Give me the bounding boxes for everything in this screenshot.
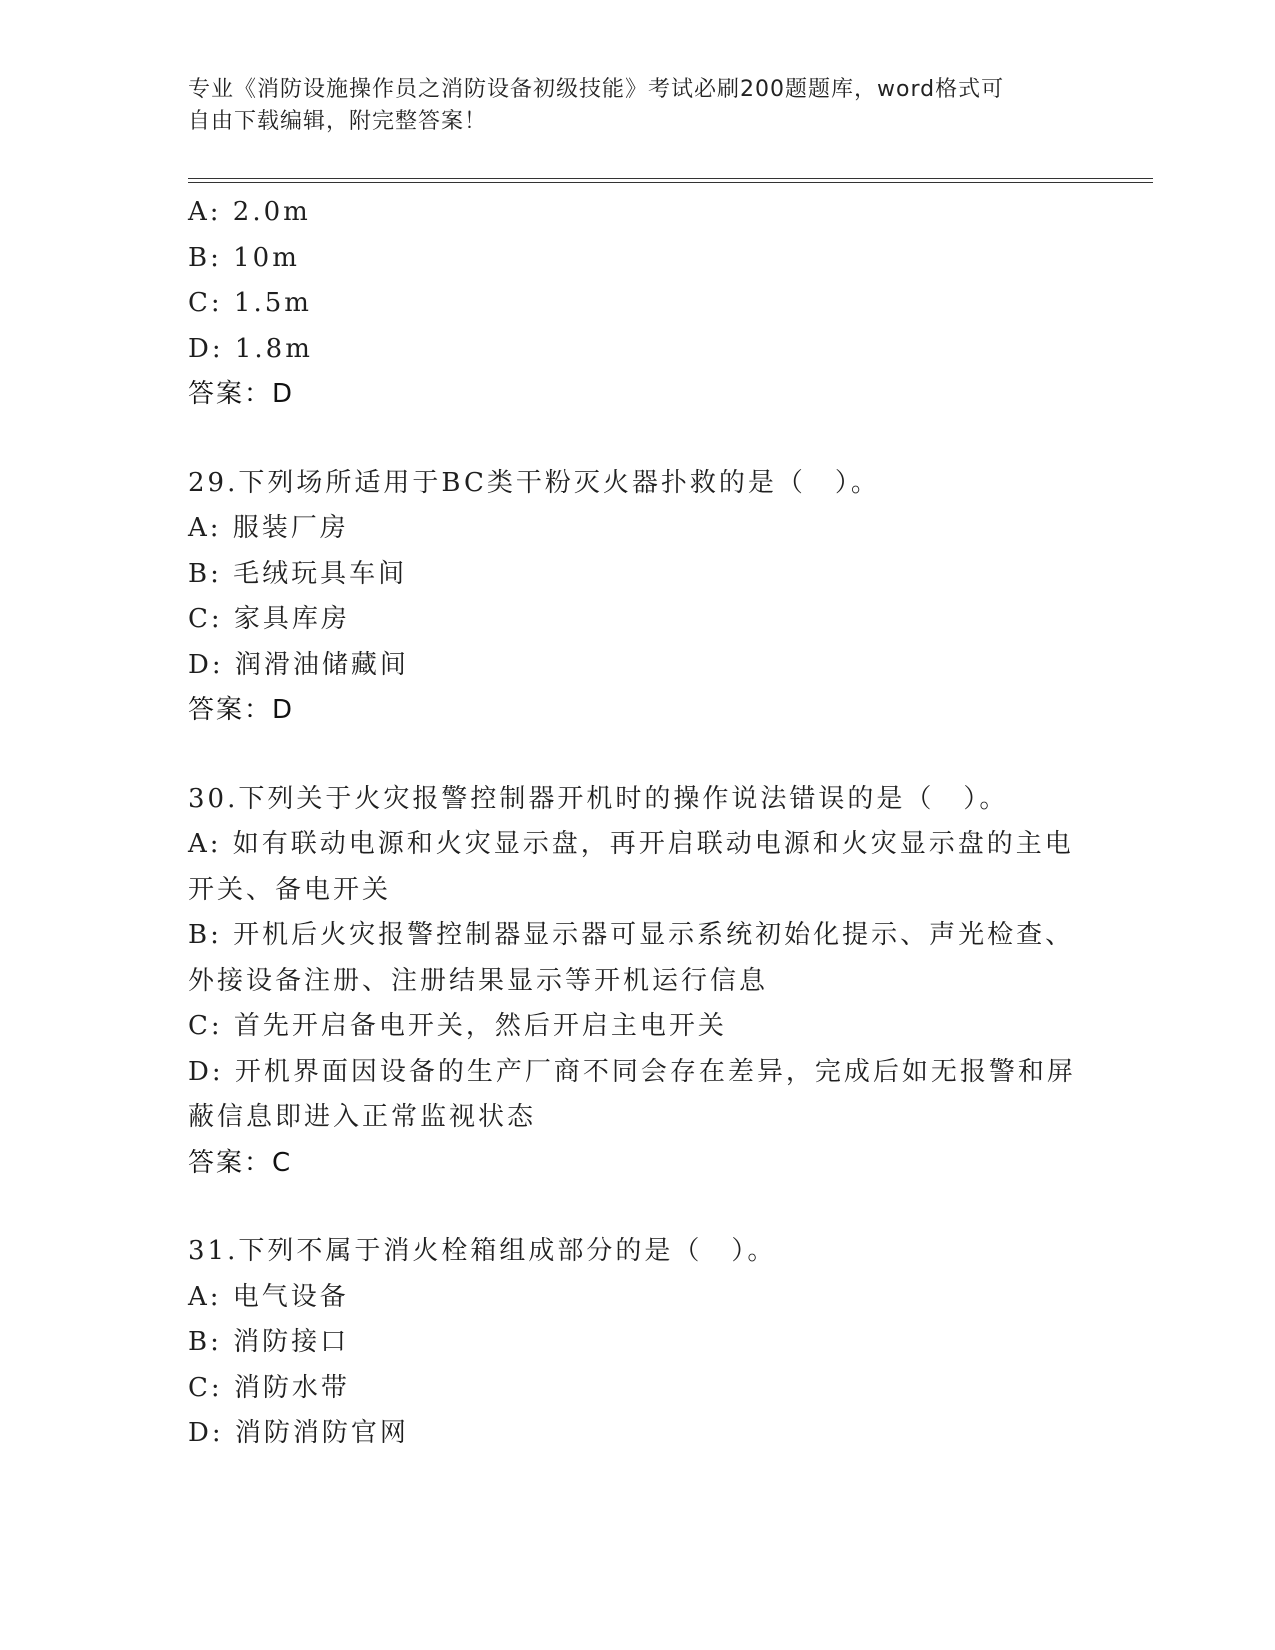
question-31-text: 31.下列不属于消火栓箱组成部分的是（ ）。: [188, 1236, 777, 1266]
question-30-block: [188, 777, 1088, 1187]
option-a-line-1: A: 如有联动电源和火灾显示盘，再开启联动电源和火灾显示盘的主电: [188, 829, 1074, 859]
question-content: [188, 190, 1088, 1457]
spacer: [188, 418, 1088, 461]
question-31-block: [188, 1229, 1088, 1457]
option-c: C: 消防水带: [188, 1372, 350, 1403]
option-b: B: 10m: [188, 242, 300, 273]
option-c: C: 1.5m: [188, 288, 312, 318]
option-b: B: 消防接口: [188, 1327, 350, 1357]
option-d-line-1: D: 开机界面因设备的生产厂商不同会存在差异，完成后如无报警和屏: [188, 1056, 1076, 1087]
header-line-2: 自由下载编辑，附完整答案！: [188, 109, 488, 134]
header-rule-bottom: [188, 182, 1153, 183]
prev-question-block: [188, 190, 1088, 418]
answer-line: 答案：D: [188, 379, 295, 409]
option-a: A: 服装厂房: [188, 513, 349, 543]
option-a: A: 电气设备: [188, 1281, 349, 1312]
option-c: C: 家具库房: [188, 604, 350, 634]
header-rule-top: [188, 178, 1153, 179]
answer-line: 答案：C: [188, 1147, 293, 1178]
question-29-text: 29.下列场所适用于BC类干粉灭火器扑救的是（ ）。: [188, 467, 880, 498]
option-b: B: 毛绒玩具车间: [188, 558, 408, 589]
option-c: C: 首先开启备电开关，然后开启主电开关: [188, 1011, 727, 1041]
option-d-line-2: 蔽信息即进入正常监视状态: [188, 1102, 537, 1132]
question-29-block: [188, 461, 1088, 734]
answer-line: 答案：D: [188, 695, 295, 725]
document-header: [188, 74, 1068, 138]
spacer: [188, 734, 1088, 777]
option-b-line-1: B: 开机后火灾报警控制器显示器可显示系统初始化提示、声光检查、: [188, 920, 1075, 950]
option-b-line-2: 外接设备注册、注册结果显示等开机运行信息: [188, 965, 769, 996]
option-d: D: 1.8m: [188, 333, 313, 364]
option-a-line-2: 开关、备电开关: [188, 874, 392, 905]
option-d: D: 润滑油储藏间: [188, 649, 409, 680]
option-a: A: 2.0m: [188, 197, 311, 227]
question-30-text: 30.下列关于火灾报警控制器开机时的操作说法错误的是（ ）。: [188, 783, 1009, 814]
option-d: D: 消防消防官网: [188, 1418, 409, 1448]
header-line-1: 专业《消防设施操作员之消防设备初级技能》考试必刷200题题库，word格式可: [188, 77, 1005, 102]
spacer: [188, 1186, 1088, 1229]
